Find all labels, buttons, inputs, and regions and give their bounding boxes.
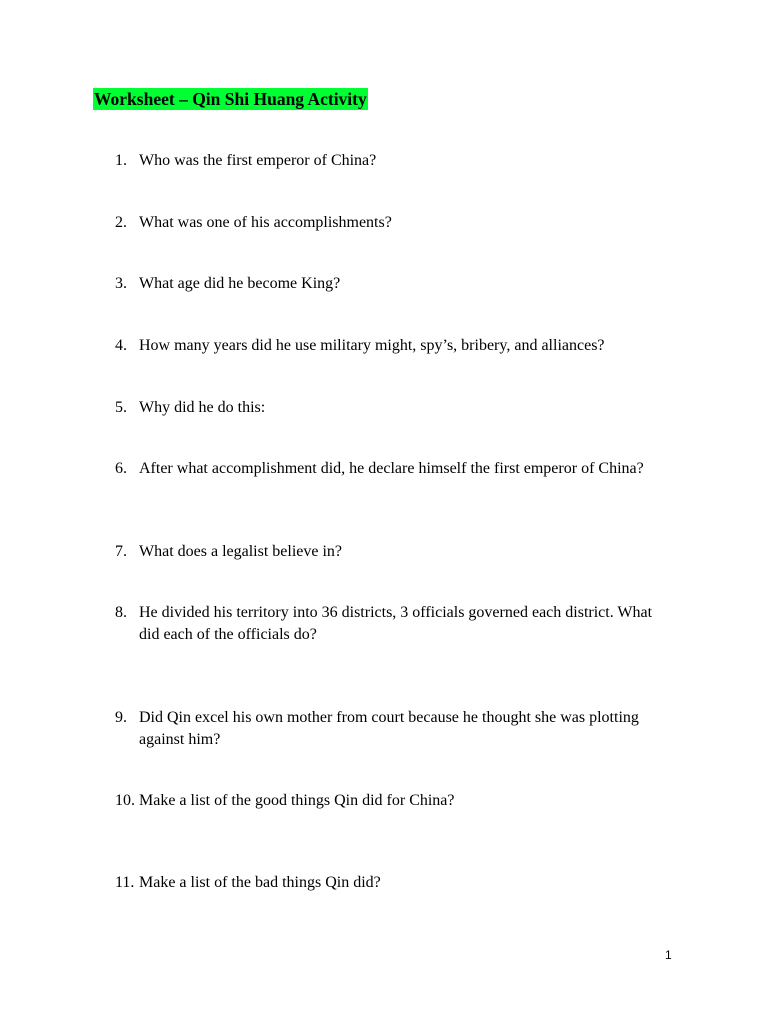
question-9	[115, 707, 675, 751]
question-8	[115, 602, 675, 646]
question-number: 6.	[115, 460, 127, 477]
question-text: He divided his territory into 36 districts, 3 officials governed each district. What did each of the officials do?	[139, 604, 653, 643]
question-text: How many years did he use military might, spy’s, bribery, and alliances?	[139, 337, 605, 354]
question-text: What age did he become King?	[139, 275, 341, 292]
question-5	[115, 397, 675, 419]
question-6	[115, 458, 675, 480]
question-number: 11.	[115, 874, 135, 891]
question-text: Did Qin excel his own mother from court because he thought she was plotting against him?	[139, 709, 639, 748]
question-11	[115, 872, 675, 894]
question-number: 4.	[115, 337, 127, 354]
question-text: After what accomplishment did, he declare himself the first emperor of China?	[139, 460, 644, 477]
question-3	[115, 273, 675, 295]
question-4	[115, 335, 675, 357]
question-text: Make a list of the bad things Qin did?	[139, 874, 381, 891]
question-number: 9.	[115, 709, 127, 726]
question-number: 5.	[115, 399, 127, 416]
question-text: What was one of his accomplishments?	[139, 214, 392, 231]
question-text: Why did he do this:	[139, 399, 266, 416]
question-text: What does a legalist believe in?	[139, 543, 343, 560]
question-7	[115, 541, 675, 563]
question-text: Who was the first emperor of China?	[139, 152, 377, 169]
question-number: 8.	[115, 604, 127, 621]
question-number: 1.	[115, 152, 127, 169]
question-1	[115, 150, 675, 172]
question-2	[115, 212, 675, 234]
question-10	[115, 790, 675, 812]
question-number: 3.	[115, 275, 127, 292]
page-number: 1	[665, 948, 672, 962]
question-number: 10.	[115, 792, 135, 809]
worksheet-title: Worksheet – Qin Shi Huang Activity	[94, 89, 367, 109]
question-number: 2.	[115, 214, 127, 231]
question-number: 7.	[115, 543, 127, 560]
question-text: Make a list of the good things Qin did for China?	[139, 792, 455, 809]
